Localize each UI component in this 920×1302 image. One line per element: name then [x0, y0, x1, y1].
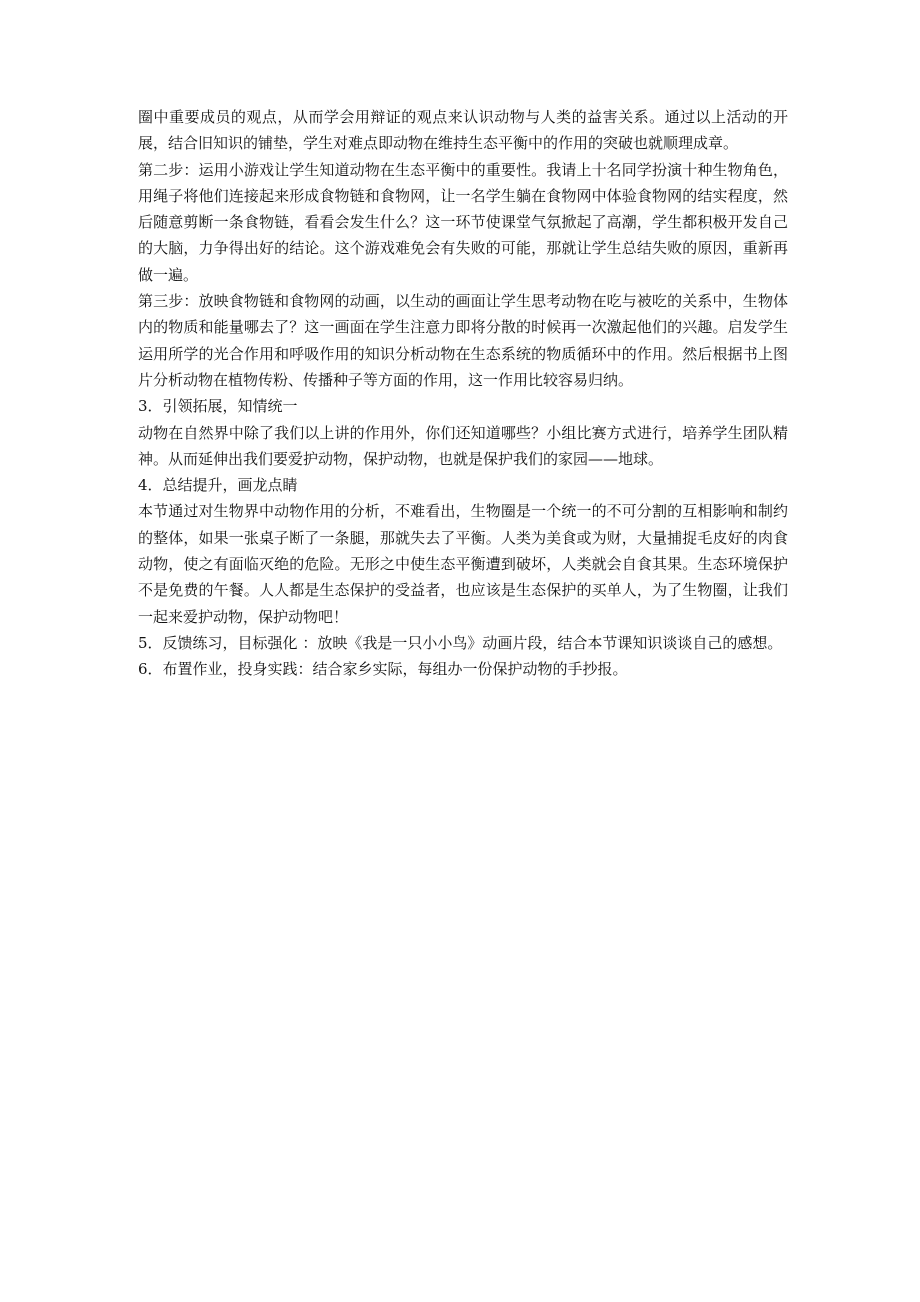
paragraph-section-5: 5．反馈练习，目标强化 ：放映《我是一只小小鸟》动画片段，结合本节课知识谈谈自己的感想。 [138, 633, 783, 652]
paragraph-section-3: 动物在自然界中除了我们以上讲的作用外，你们还知道哪些？小组比赛方式进行，培养学生团队精神。从而延伸出我们要爱护动物，保护动物，也就是保护我们的家园——地球。 [138, 423, 788, 468]
paragraph-section-4: 本节通过对生物界中动物作用的分析，不难看出，生物圈是一个统一的不可分割的互相影响和制约的整体，如果一张桌子断了一条腿，那就失去了平衡。人类为美食或为财，大量捕捉毛皮好的肉食动物，使之有面临灭绝的危险。无形之中使生态平衡遭到破坏，人类就会自食其果。生态环境保护不是免费的午餐。人人都是生态保护的受益者，也应该是生态保护的买单人，为了生物圈，让我们一起来爱护动物，保护动物吧！ [138, 502, 788, 626]
heading-section-4: 4．总结提升，画龙点睛 [138, 476, 298, 495]
paragraph-intro-continuation: 圈中重要成员的观点，从而学会用辩证的观点来认识动物与人类的益害关系。通过以上活动的开展，结合旧知识的铺垫，学生对难点即动物在维持生态平衡中的作用的突破也就顺理成章。 [138, 108, 788, 153]
paragraph-section-6: 6．布置作业，投身实践：结合家乡实际，每组办一份保护动物的手抄报。 [138, 660, 628, 679]
paragraph-step-three: 第三步：放映食物链和食物网的动画，以生动的画面让学生思考动物在吃与被吃的关系中，生物体内的物质和能量哪去了？这一画面在学生注意力即将分散的时候再一次激起他们的兴趣。启发学生运用所学的光合作用和呼吸作用的知识分析动物在生态系统的物质循环中的作用。然后根据书上图片分析动物在植物传粉、传播种子等方面的作用，这一作用比较容易归纳。 [138, 292, 788, 389]
heading-section-3: 3．引领拓展，知情统一 [138, 397, 298, 416]
paragraph-step-two: 第二步：运用小游戏让学生知道动物在生态平衡中的重要性。我请上十名同学扮演十种生物角色，用绳子将他们连接起来形成食物链和食物网，让一名学生躺在食物网中体验食物网的结实程度，然后随意剪断一条食物链，看看会发生什么？这一环节使课堂气氛掀起了高潮，学生都积极开发自己的大脑，力争得出好的结论。这个游戏难免会有失败的可能，那就让学生总结失败的原因，重新再做一遍。 [138, 160, 788, 284]
document-body [138, 104, 788, 683]
